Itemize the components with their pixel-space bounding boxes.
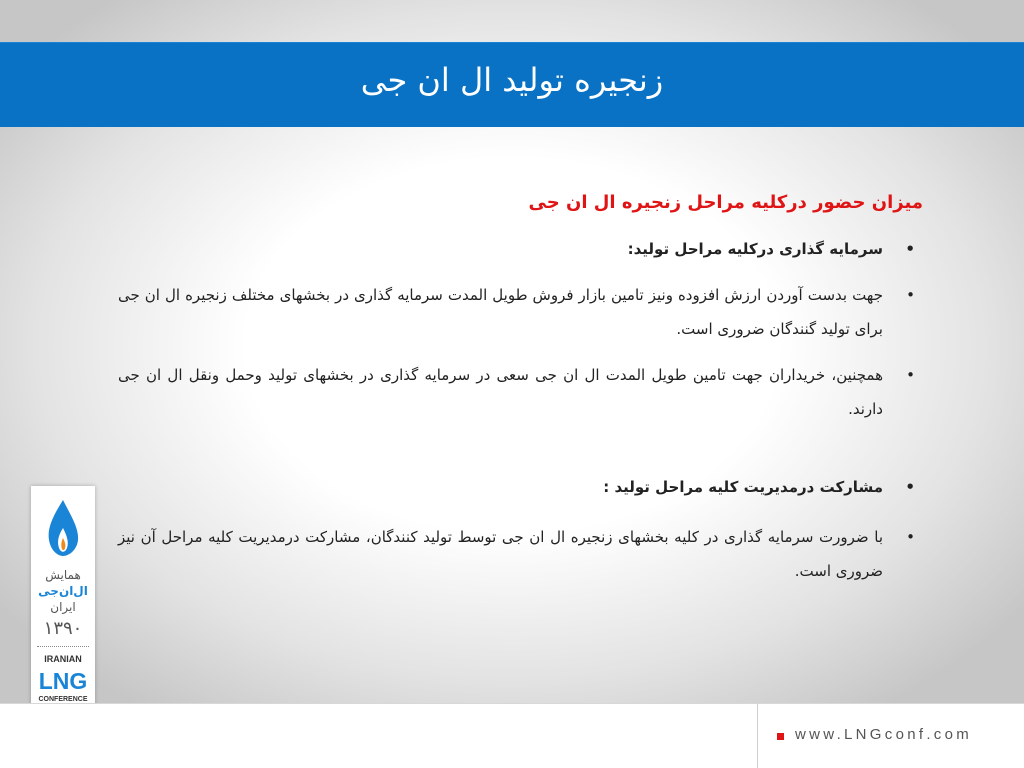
bullet-item xyxy=(118,232,923,266)
bullet-text: مشارکت درمدیریت کلیه مراحل تولید : xyxy=(603,478,883,496)
bullet-item xyxy=(118,470,923,504)
logo-divider xyxy=(37,646,89,647)
slide-content xyxy=(118,186,923,588)
logo-fa-year: ۱۳۹۰ xyxy=(43,618,83,639)
footer-divider xyxy=(757,704,758,768)
bullet-icon: • xyxy=(906,286,915,304)
logo-fa-line1: همایش xyxy=(45,568,81,582)
bullet-item xyxy=(118,358,923,426)
logo-en-line1: IRANIAN xyxy=(44,654,82,664)
footer-website-link[interactable]: www.LNGconf.com xyxy=(795,726,973,743)
logo-fa-line3: ایران xyxy=(50,600,76,614)
slide-title-bar xyxy=(0,42,1024,127)
bullet-icon: • xyxy=(906,366,915,384)
flame-icon xyxy=(45,498,81,558)
bullet-item xyxy=(118,520,923,588)
bullet-text: سرمایه گذاری درکلیه مراحل تولید: xyxy=(627,240,883,258)
bullet-icon: • xyxy=(906,528,915,546)
bullet-item xyxy=(118,278,923,346)
bullet-text: با ضرورت سرمایه گذاری در کلیه بخشهای زنجیره ال ان جی توسط تولید کنندگان، مشارکت درمدیریت کلیه مراحل آن نیز ضروری است. xyxy=(118,528,883,580)
bullet-text: همچنین، خریداران جهت تامین طویل المدت ال ان جی سعی در سرمایه گذاری در بخشهای تولید وحمل ونقل ال ان جی دارند. xyxy=(118,366,883,418)
logo-fa-line2: ال‌ان‌جی xyxy=(38,584,88,598)
bullet-icon: • xyxy=(905,478,915,496)
slide-footer xyxy=(0,703,1024,768)
slide-title: زنجیره تولید ال ان جی xyxy=(360,61,664,99)
red-square-icon xyxy=(777,733,784,740)
logo-en-line3: CONFERENCE xyxy=(38,696,88,703)
bullet-list xyxy=(118,232,923,588)
logo-en-line2: LNG xyxy=(38,668,88,694)
bullet-icon: • xyxy=(905,240,915,258)
content-subtitle: میزان حضور درکلیه مراحل زنجیره ال ان جی xyxy=(528,192,923,213)
bullet-text: جهت بدست آوردن ارزش افزوده ونیز تامین بازار فروش طویل المدت سرمایه گذاری در بخشهای مختلف زنجیره ال ان جی برای تولید گنندگان ضروری است. xyxy=(118,286,883,338)
